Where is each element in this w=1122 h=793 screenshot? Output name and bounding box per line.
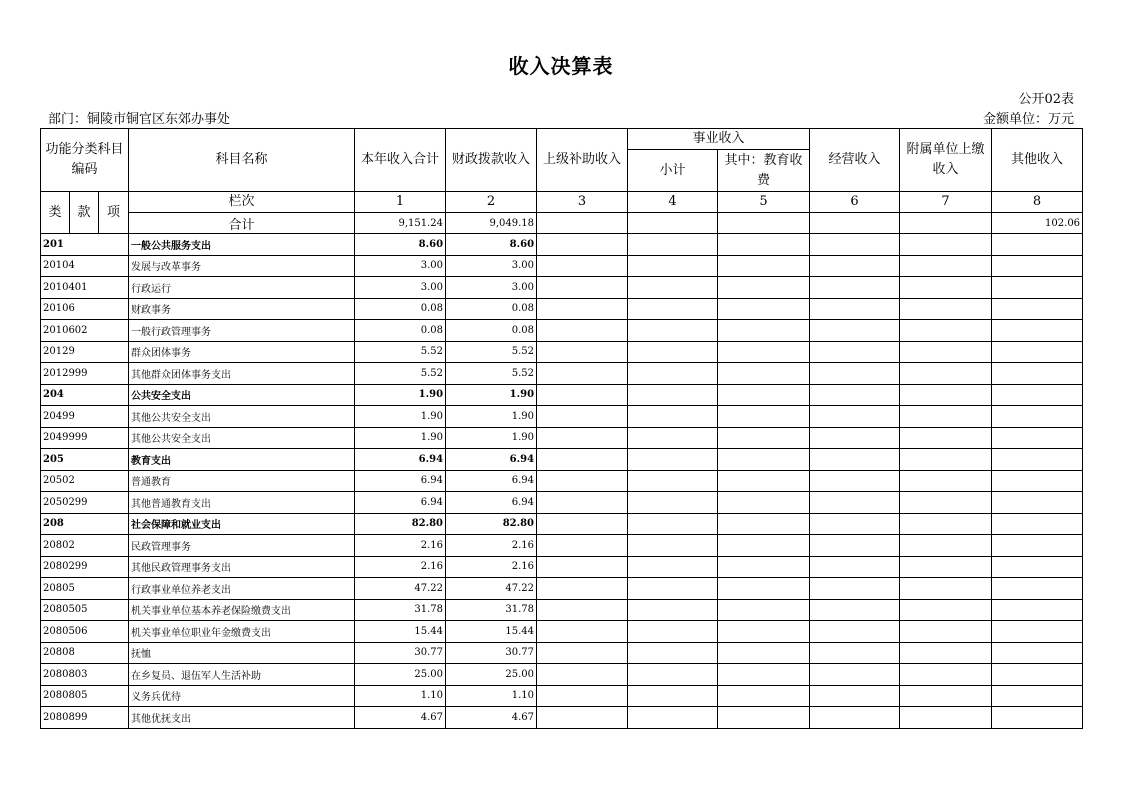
row-fiscal-appropriation: 1.90: [446, 384, 537, 406]
table-row: [41, 234, 1083, 256]
row-code: 20106: [41, 298, 129, 320]
row-career-subtotal: [628, 363, 718, 385]
row-other-income: [992, 363, 1083, 385]
header-subject-name: 科目名称: [129, 129, 355, 192]
row-business-income: [810, 384, 900, 406]
row-fiscal-appropriation: 5.52: [446, 341, 537, 363]
row-code: 2080899: [41, 707, 129, 729]
row-total-income: 3.00: [355, 255, 446, 277]
row-other-income: [992, 535, 1083, 557]
row-other-income: [992, 642, 1083, 664]
header-affiliated-unit-income: 附属单位上缴收入: [900, 129, 992, 192]
header-career-income: 事业收入: [628, 129, 810, 150]
row-subject-name: 其他公共安全支出: [129, 427, 355, 449]
row-total-income: 6.94: [355, 449, 446, 471]
row-career-subtotal: [628, 707, 718, 729]
row-subject-name: 其他群众团体事务支出: [129, 363, 355, 385]
row-other-income: [992, 384, 1083, 406]
row-affiliated-unit-income: [900, 298, 992, 320]
row-career-subtotal: [628, 535, 718, 557]
row-business-income: [810, 599, 900, 621]
row-business-income: [810, 578, 900, 600]
row-fiscal-appropriation: 15.44: [446, 621, 537, 643]
row-subject-name: 机关事业单位职业年金缴费支出: [129, 621, 355, 643]
row-business-income: [810, 234, 900, 256]
row-career-subtotal: [628, 578, 718, 600]
row-career-subtotal: [628, 513, 718, 535]
table-row: [41, 470, 1083, 492]
row-subject-name: 其他公共安全支出: [129, 406, 355, 428]
row-other-income: [992, 449, 1083, 471]
row-code: 208: [41, 513, 129, 535]
row-code: 2012999: [41, 363, 129, 385]
row-affiliated-unit-income: [900, 384, 992, 406]
header-total-income: 本年收入合计: [355, 129, 446, 192]
table-row: [41, 664, 1083, 686]
row-subject-name: 一般公共服务支出: [129, 234, 355, 256]
row-affiliated-unit-income: [900, 556, 992, 578]
row-superior-subsidy: [537, 707, 628, 729]
row-affiliated-unit-income: [900, 535, 992, 557]
row-subject-name: 机关事业单位基本养老保险缴费支出: [129, 599, 355, 621]
row-code: 2080299: [41, 556, 129, 578]
row-business-income: [810, 535, 900, 557]
row-education-fee: [718, 384, 810, 406]
row-business-income: [810, 427, 900, 449]
row-other-income: [992, 320, 1083, 342]
row-education-fee: [718, 621, 810, 643]
col-number-4: 4: [628, 192, 718, 213]
row-other-income: [992, 255, 1083, 277]
row-total-income: 2.16: [355, 556, 446, 578]
col-number-5: 5: [718, 192, 810, 213]
total-col3: [537, 213, 628, 234]
row-superior-subsidy: [537, 298, 628, 320]
row-total-income: 0.08: [355, 320, 446, 342]
row-career-subtotal: [628, 685, 718, 707]
table-row: [41, 449, 1083, 471]
table-row: [41, 513, 1083, 535]
row-affiliated-unit-income: [900, 363, 992, 385]
row-code: 20808: [41, 642, 129, 664]
row-superior-subsidy: [537, 341, 628, 363]
row-education-fee: [718, 298, 810, 320]
row-superior-subsidy: [537, 642, 628, 664]
row-affiliated-unit-income: [900, 621, 992, 643]
row-fiscal-appropriation: 82.80: [446, 513, 537, 535]
col-number-1: 1: [355, 192, 446, 213]
row-education-fee: [718, 363, 810, 385]
row-other-income: [992, 277, 1083, 299]
row-superior-subsidy: [537, 664, 628, 686]
row-career-subtotal: [628, 277, 718, 299]
header-lanci: 栏次: [129, 192, 355, 213]
row-total-income: 5.52: [355, 363, 446, 385]
row-education-fee: [718, 255, 810, 277]
row-education-fee: [718, 406, 810, 428]
row-affiliated-unit-income: [900, 234, 992, 256]
row-education-fee: [718, 341, 810, 363]
row-total-income: 0.08: [355, 298, 446, 320]
row-career-subtotal: [628, 427, 718, 449]
row-total-income: 15.44: [355, 621, 446, 643]
table-row: [41, 556, 1083, 578]
row-affiliated-unit-income: [900, 255, 992, 277]
row-career-subtotal: [628, 298, 718, 320]
row-business-income: [810, 621, 900, 643]
row-education-fee: [718, 470, 810, 492]
table-row: [41, 406, 1083, 428]
row-business-income: [810, 470, 900, 492]
row-total-income: 1.10: [355, 685, 446, 707]
row-superior-subsidy: [537, 234, 628, 256]
row-subject-name: 其他普通教育支出: [129, 492, 355, 514]
table-row: [41, 277, 1083, 299]
table-row: [41, 578, 1083, 600]
col-number-3: 3: [537, 192, 628, 213]
row-subject-name: 一般行政管理事务: [129, 320, 355, 342]
row-career-subtotal: [628, 599, 718, 621]
row-superior-subsidy: [537, 556, 628, 578]
amount-unit-label: 金额单位：万元: [982, 112, 1074, 127]
row-code: 2080805: [41, 685, 129, 707]
row-fiscal-appropriation: 6.94: [446, 449, 537, 471]
table-body: [41, 234, 1083, 729]
row-total-income: 1.90: [355, 406, 446, 428]
row-other-income: [992, 664, 1083, 686]
row-business-income: [810, 449, 900, 471]
row-total-income: 6.94: [355, 492, 446, 514]
row-education-fee: [718, 320, 810, 342]
row-superior-subsidy: [537, 449, 628, 471]
row-business-income: [810, 707, 900, 729]
row-education-fee: [718, 277, 810, 299]
row-code: 205: [41, 449, 129, 471]
row-affiliated-unit-income: [900, 277, 992, 299]
row-affiliated-unit-income: [900, 406, 992, 428]
row-superior-subsidy: [537, 320, 628, 342]
row-superior-subsidy: [537, 492, 628, 514]
row-total-income: 5.52: [355, 341, 446, 363]
header-business-income: 经营收入: [810, 129, 900, 192]
row-total-income: 1.90: [355, 427, 446, 449]
total-col6: [810, 213, 900, 234]
row-business-income: [810, 406, 900, 428]
col-number-7: 7: [900, 192, 992, 213]
row-code: 2049999: [41, 427, 129, 449]
row-code: 2080505: [41, 599, 129, 621]
row-fiscal-appropriation: 30.77: [446, 642, 537, 664]
row-subject-name: 义务兵优待: [129, 685, 355, 707]
row-superior-subsidy: [537, 513, 628, 535]
row-fiscal-appropriation: 2.16: [446, 556, 537, 578]
row-business-income: [810, 492, 900, 514]
row-subject-name: 普通教育: [129, 470, 355, 492]
row-other-income: [992, 599, 1083, 621]
row-career-subtotal: [628, 406, 718, 428]
row-subject-name: 其他优抚支出: [129, 707, 355, 729]
row-code: 20802: [41, 535, 129, 557]
department-label: 部门：铜陵市铜官区东郊办事处: [48, 112, 231, 127]
row-education-fee: [718, 599, 810, 621]
table-row: [41, 384, 1083, 406]
header-fiscal-appropriation: 财政拨款收入: [446, 129, 537, 192]
row-subject-name: 行政运行: [129, 277, 355, 299]
row-total-income: 6.94: [355, 470, 446, 492]
row-code: 2050299: [41, 492, 129, 514]
row-total-income: 2.16: [355, 535, 446, 557]
row-subject-name: 公共安全支出: [129, 384, 355, 406]
row-subject-name: 在乡复员、退伍军人生活补助: [129, 664, 355, 686]
table-row: [41, 642, 1083, 664]
row-fiscal-appropriation: 1.90: [446, 427, 537, 449]
row-superior-subsidy: [537, 470, 628, 492]
row-affiliated-unit-income: [900, 320, 992, 342]
row-fiscal-appropriation: 8.60: [446, 234, 537, 256]
row-total-income: 25.00: [355, 664, 446, 686]
row-affiliated-unit-income: [900, 707, 992, 729]
header-education-fee: 其中：教育收费: [718, 150, 810, 192]
table-row: [41, 707, 1083, 729]
row-affiliated-unit-income: [900, 513, 992, 535]
row-code: 2010401: [41, 277, 129, 299]
row-subject-name: 发展与改革事务: [129, 255, 355, 277]
row-education-fee: [718, 556, 810, 578]
row-education-fee: [718, 664, 810, 686]
header-func-code: 功能分类科目编码: [41, 129, 129, 192]
row-education-fee: [718, 535, 810, 557]
row-other-income: [992, 578, 1083, 600]
table-row: [41, 298, 1083, 320]
form-code: 公开02表: [1018, 92, 1074, 107]
row-business-income: [810, 320, 900, 342]
table-row: [41, 685, 1083, 707]
total-col5: [718, 213, 810, 234]
row-fiscal-appropriation: 3.00: [446, 255, 537, 277]
row-business-income: [810, 642, 900, 664]
row-career-subtotal: [628, 642, 718, 664]
row-code: 20502: [41, 470, 129, 492]
row-fiscal-appropriation: 0.08: [446, 298, 537, 320]
table-row: [41, 255, 1083, 277]
page-title: 收入决算表: [508, 54, 614, 78]
total-label: 合计: [129, 213, 355, 234]
row-fiscal-appropriation: 6.94: [446, 492, 537, 514]
row-total-income: 47.22: [355, 578, 446, 600]
row-total-income: 8.60: [355, 234, 446, 256]
table-row: [41, 363, 1083, 385]
row-education-fee: [718, 578, 810, 600]
row-other-income: [992, 427, 1083, 449]
row-career-subtotal: [628, 341, 718, 363]
row-superior-subsidy: [537, 535, 628, 557]
header-other-income: 其他收入: [992, 129, 1083, 192]
row-career-subtotal: [628, 384, 718, 406]
row-superior-subsidy: [537, 578, 628, 600]
row-total-income: 1.90: [355, 384, 446, 406]
row-fiscal-appropriation: 0.08: [446, 320, 537, 342]
row-fiscal-appropriation: 6.94: [446, 470, 537, 492]
row-affiliated-unit-income: [900, 427, 992, 449]
row-subject-name: 其他民政管理事务支出: [129, 556, 355, 578]
row-affiliated-unit-income: [900, 664, 992, 686]
table-row: [41, 492, 1083, 514]
header-career-subtotal: 小计: [628, 150, 718, 192]
row-total-income: 3.00: [355, 277, 446, 299]
row-fiscal-appropriation: 1.10: [446, 685, 537, 707]
row-superior-subsidy: [537, 277, 628, 299]
row-career-subtotal: [628, 470, 718, 492]
row-business-income: [810, 277, 900, 299]
header-kuan: 款: [70, 192, 99, 234]
row-total-income: 31.78: [355, 599, 446, 621]
row-fiscal-appropriation: 5.52: [446, 363, 537, 385]
row-fiscal-appropriation: 31.78: [446, 599, 537, 621]
row-affiliated-unit-income: [900, 642, 992, 664]
table-row: [41, 341, 1083, 363]
row-career-subtotal: [628, 621, 718, 643]
row-code: 2080803: [41, 664, 129, 686]
row-career-subtotal: [628, 492, 718, 514]
row-business-income: [810, 513, 900, 535]
row-code: 20499: [41, 406, 129, 428]
row-superior-subsidy: [537, 363, 628, 385]
row-business-income: [810, 685, 900, 707]
row-business-income: [810, 298, 900, 320]
row-education-fee: [718, 642, 810, 664]
row-other-income: [992, 707, 1083, 729]
income-final-accounts-table: [40, 128, 1083, 729]
header-lei: 类: [41, 192, 70, 234]
row-education-fee: [718, 234, 810, 256]
row-code: 20129: [41, 341, 129, 363]
row-other-income: [992, 341, 1083, 363]
row-affiliated-unit-income: [900, 685, 992, 707]
row-career-subtotal: [628, 320, 718, 342]
col-number-6: 6: [810, 192, 900, 213]
row-affiliated-unit-income: [900, 449, 992, 471]
row-business-income: [810, 664, 900, 686]
row-subject-name: 财政事务: [129, 298, 355, 320]
row-subject-name: 民政管理事务: [129, 535, 355, 557]
row-superior-subsidy: [537, 427, 628, 449]
row-other-income: [992, 298, 1083, 320]
row-superior-subsidy: [537, 255, 628, 277]
row-superior-subsidy: [537, 384, 628, 406]
row-superior-subsidy: [537, 406, 628, 428]
total-col7: [900, 213, 992, 234]
row-subject-name: 教育支出: [129, 449, 355, 471]
row-total-income: 82.80: [355, 513, 446, 535]
col-number-2: 2: [446, 192, 537, 213]
row-fiscal-appropriation: 4.67: [446, 707, 537, 729]
row-total-income: 30.77: [355, 642, 446, 664]
row-superior-subsidy: [537, 599, 628, 621]
row-subject-name: 社会保障和就业支出: [129, 513, 355, 535]
row-other-income: [992, 406, 1083, 428]
row-career-subtotal: [628, 449, 718, 471]
row-business-income: [810, 255, 900, 277]
row-affiliated-unit-income: [900, 341, 992, 363]
row-fiscal-appropriation: 3.00: [446, 277, 537, 299]
row-career-subtotal: [628, 255, 718, 277]
row-other-income: [992, 234, 1083, 256]
row-career-subtotal: [628, 664, 718, 686]
header-xiang: 项: [99, 192, 129, 234]
row-education-fee: [718, 492, 810, 514]
table-row: [41, 320, 1083, 342]
total-income-value: 9,151.24: [355, 213, 446, 234]
table-row: [41, 599, 1083, 621]
table-row: [41, 427, 1083, 449]
col-number-8: 8: [992, 192, 1083, 213]
row-business-income: [810, 556, 900, 578]
row-subject-name: 抚恤: [129, 642, 355, 664]
row-code: 2080506: [41, 621, 129, 643]
row-superior-subsidy: [537, 685, 628, 707]
row-code: 204: [41, 384, 129, 406]
table-row: [41, 621, 1083, 643]
row-other-income: [992, 470, 1083, 492]
row-total-income: 4.67: [355, 707, 446, 729]
row-fiscal-appropriation: 25.00: [446, 664, 537, 686]
row-education-fee: [718, 707, 810, 729]
row-other-income: [992, 621, 1083, 643]
row-career-subtotal: [628, 556, 718, 578]
total-fiscal-value: 9,049.18: [446, 213, 537, 234]
row-career-subtotal: [628, 234, 718, 256]
row-other-income: [992, 556, 1083, 578]
row-education-fee: [718, 513, 810, 535]
row-business-income: [810, 363, 900, 385]
row-education-fee: [718, 685, 810, 707]
total-other-income-value: 102.06: [992, 213, 1083, 234]
row-affiliated-unit-income: [900, 492, 992, 514]
row-business-income: [810, 341, 900, 363]
row-other-income: [992, 513, 1083, 535]
row-code: 20805: [41, 578, 129, 600]
table-row: [41, 535, 1083, 557]
row-superior-subsidy: [537, 621, 628, 643]
row-fiscal-appropriation: 1.90: [446, 406, 537, 428]
row-code: 2010602: [41, 320, 129, 342]
row-other-income: [992, 492, 1083, 514]
row-affiliated-unit-income: [900, 470, 992, 492]
row-subject-name: 行政事业单位养老支出: [129, 578, 355, 600]
row-education-fee: [718, 449, 810, 471]
row-other-income: [992, 685, 1083, 707]
row-subject-name: 群众团体事务: [129, 341, 355, 363]
row-affiliated-unit-income: [900, 578, 992, 600]
row-fiscal-appropriation: 2.16: [446, 535, 537, 557]
header-superior-subsidy: 上级补助收入: [537, 129, 628, 192]
row-code: 201: [41, 234, 129, 256]
row-education-fee: [718, 427, 810, 449]
row-fiscal-appropriation: 47.22: [446, 578, 537, 600]
total-col4: [628, 213, 718, 234]
row-affiliated-unit-income: [900, 599, 992, 621]
row-code: 20104: [41, 255, 129, 277]
